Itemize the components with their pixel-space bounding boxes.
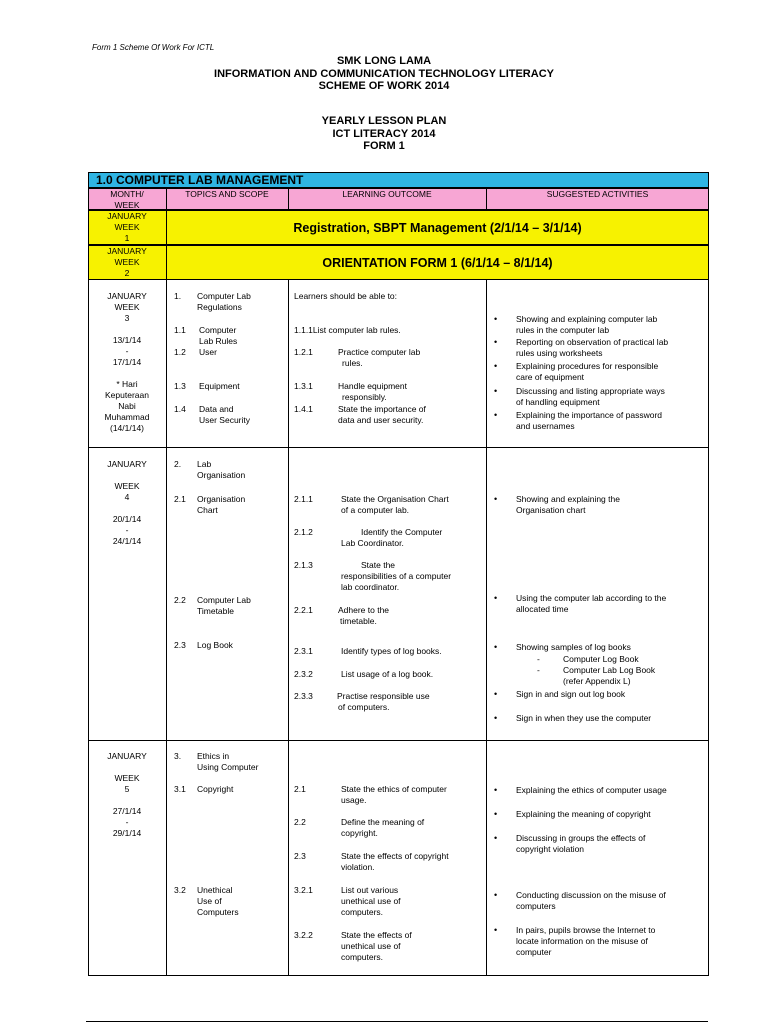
activity-item: • Reporting on observation of practical lab rules using worksheets bbox=[494, 337, 669, 358]
title-block bbox=[0, 55, 768, 93]
outcome-num: 2.3.1 bbox=[294, 646, 313, 656]
divider bbox=[486, 188, 487, 210]
week2-month: JANUARY WEEK 2 bbox=[107, 246, 147, 278]
topic-text: Computer Lab Timetable bbox=[197, 595, 251, 616]
row-divider bbox=[88, 740, 709, 741]
outcome-num: 2.1.3 bbox=[294, 560, 313, 570]
activity-item: • Sign in and sign out log book bbox=[494, 689, 626, 699]
outcome-num: 2.3 bbox=[294, 851, 306, 861]
topic-num: 2.1 bbox=[174, 494, 186, 504]
topic-text: Computer Lab Regulations bbox=[197, 291, 251, 312]
footer-rule bbox=[86, 1021, 708, 1022]
outcome-num: 3.2.2 bbox=[294, 930, 313, 940]
topic-text: Copyright bbox=[197, 784, 234, 794]
header-suggested-activities: SUGGESTED ACTIVITIES bbox=[546, 189, 649, 199]
topic-num: 3.2 bbox=[174, 885, 186, 895]
header-topics: TOPICS AND SCOPE bbox=[185, 189, 269, 199]
activity-item: • Explaining procedures for responsible care of equipment bbox=[494, 361, 659, 382]
outcome-text: 1.1.1List computer lab rules. bbox=[294, 325, 401, 335]
divider bbox=[166, 188, 167, 210]
outcome-text: Identify types of log books. bbox=[341, 646, 442, 656]
topic-text: User bbox=[199, 347, 217, 357]
divider bbox=[288, 280, 289, 976]
topic-num: 1.4 bbox=[174, 404, 186, 414]
topic-num: 1.3 bbox=[174, 381, 186, 391]
activity-item: • Explaining the importance of password and usernames bbox=[494, 410, 662, 431]
outcome-num: 2.1.1 bbox=[294, 494, 313, 504]
log-book-sub-list: - Computer Log Book - Computer Lab Log Book (refer Appendix L) bbox=[537, 654, 656, 686]
activity-item: • Sign in when they use the computer bbox=[494, 713, 652, 723]
divider bbox=[166, 280, 167, 976]
outcome-num: 1.3.1 bbox=[294, 381, 313, 391]
school-name: SMK LONG LAMA bbox=[336, 55, 432, 67]
topic-num: 1. bbox=[174, 291, 182, 301]
topic-text: Log Book bbox=[197, 640, 233, 650]
outcome-text: State the Organisation Chart of a computer lab. bbox=[341, 494, 449, 515]
outcome-num: 1.2.1 bbox=[294, 347, 313, 357]
activity-item: • In pairs, pupils browse the Internet to locate information on the misuse of computer bbox=[494, 925, 656, 957]
outcome-text: State the ethics of computer usage. bbox=[341, 784, 447, 805]
topic-text: Equipment bbox=[199, 381, 240, 391]
activity-item: • Discussing in groups the effects of copyright violation bbox=[494, 833, 646, 854]
divider bbox=[486, 280, 487, 976]
activity-item: • Showing and explaining computer lab rules in the computer lab bbox=[494, 314, 658, 335]
activity-item: • Explaining the meaning of copyright bbox=[494, 809, 651, 819]
header-month-week: MONTH/ WEEK bbox=[110, 189, 144, 210]
topic-text: Lab Organisation bbox=[197, 459, 246, 480]
outcome-text: Practice computer lab rules. bbox=[338, 347, 421, 368]
document-tag: Form 1 Scheme Of Work For ICTL bbox=[92, 43, 215, 52]
outcome-num: 2.2 bbox=[294, 817, 306, 827]
outcome-text: State the effects of unethical use of computers. bbox=[341, 930, 412, 962]
topic-num: 2.2 bbox=[174, 595, 186, 605]
banner-registration: Registration, SBPT Management (2/1/14 – 3/1/14) bbox=[293, 221, 582, 235]
outcome-num: 2.3.3 bbox=[294, 691, 313, 701]
outcome-text: Handle equipment responsibly. bbox=[338, 381, 407, 402]
outcome-text: State the responsibilities of a computer lab coordinator. bbox=[341, 560, 452, 592]
topic-text: Computer Lab Rules bbox=[199, 325, 238, 346]
topic-num: 2.3 bbox=[174, 640, 186, 650]
row-divider bbox=[88, 447, 709, 448]
outcome-text: Practise responsible use of computers. bbox=[337, 691, 430, 712]
outcome-num: 2.1.2 bbox=[294, 527, 313, 537]
banner-orientation: ORIENTATION FORM 1 (6/1/14 – 8/1/14) bbox=[322, 256, 553, 270]
topic-num: 3. bbox=[174, 751, 182, 761]
outcome-num: 2.2.1 bbox=[294, 605, 313, 615]
outcome-text: State the importance of data and user security. bbox=[338, 404, 426, 425]
outcome-num: 2.1 bbox=[294, 784, 306, 794]
week5-month: JANUARY WEEK 5 27/1/14 - 29/1/14 bbox=[107, 751, 147, 838]
topic-text: Ethics in Using Computer bbox=[197, 751, 259, 772]
outcome-text: Identify the Computer Lab Coordinator. bbox=[341, 527, 443, 548]
activity-item: • Discussing and listing appropriate ways of handling equipment bbox=[494, 386, 665, 407]
activity-item: • Explaining the ethics of computer usage bbox=[494, 785, 667, 795]
section-title: 1.0 COMPUTER LAB MANAGEMENT bbox=[88, 172, 709, 188]
scheme-title: SCHEME OF WORK 2014 bbox=[318, 80, 450, 92]
activity-item: • Conducting discussion on the misuse of computers bbox=[494, 890, 666, 911]
activity-item: • Showing and explaining the Organisation chart bbox=[494, 494, 620, 515]
week1-month: JANUARY WEEK 1 bbox=[107, 211, 147, 243]
topic-num: 3.1 bbox=[174, 784, 186, 794]
topic-num: 1.1 bbox=[174, 325, 186, 335]
week4-month: JANUARY WEEK 4 20/1/14 - 24/1/14 bbox=[107, 459, 147, 546]
outcome-num: 1.4.1 bbox=[294, 404, 313, 414]
topic-text: Data and User Security bbox=[199, 404, 251, 425]
outcome-text: List usage of a log book. bbox=[341, 669, 434, 679]
subject-title: INFORMATION AND COMMUNICATION TECHNOLOGY LITERACY bbox=[214, 67, 554, 80]
plan-title-block bbox=[0, 115, 768, 153]
header-learning-outcome: LEARNING OUTCOME bbox=[342, 189, 432, 199]
topic-num: 1.2 bbox=[174, 347, 186, 357]
outcome-num: 2.3.2 bbox=[294, 669, 313, 679]
topic-num: 2. bbox=[174, 459, 182, 469]
outcome-text: State the effects of copyright violation. bbox=[341, 851, 449, 872]
plan-subject: ICT LITERACY 2014 bbox=[332, 127, 436, 140]
week3-month: JANUARY WEEK 3 13/1/14 - 17/1/14 * Hari Keputeraan Nabi Muhammad (14/1/14) bbox=[104, 291, 150, 433]
outcome-text: Adhere to the timetable. bbox=[338, 605, 390, 626]
divider bbox=[166, 210, 167, 280]
activity-item: • Using the computer lab according to the allocated time bbox=[494, 593, 667, 614]
plan-title: YEARLY LESSON PLAN bbox=[321, 115, 447, 127]
outcome-intro: Learners should be able to: bbox=[294, 291, 398, 301]
outcome-text: Define the meaning of copyright. bbox=[341, 817, 425, 838]
table-border-bottom bbox=[88, 975, 709, 976]
topic-text: Unethical Use of Computers bbox=[197, 885, 239, 917]
plan-form: FORM 1 bbox=[363, 140, 405, 152]
outcome-text: List out various unethical use of computers. bbox=[341, 885, 401, 917]
table-border-right bbox=[708, 172, 709, 976]
activity-item: • Showing samples of log books bbox=[494, 642, 631, 652]
divider bbox=[288, 188, 289, 210]
topic-text: Organisation Chart bbox=[197, 494, 246, 515]
outcome-num: 3.2.1 bbox=[294, 885, 313, 895]
